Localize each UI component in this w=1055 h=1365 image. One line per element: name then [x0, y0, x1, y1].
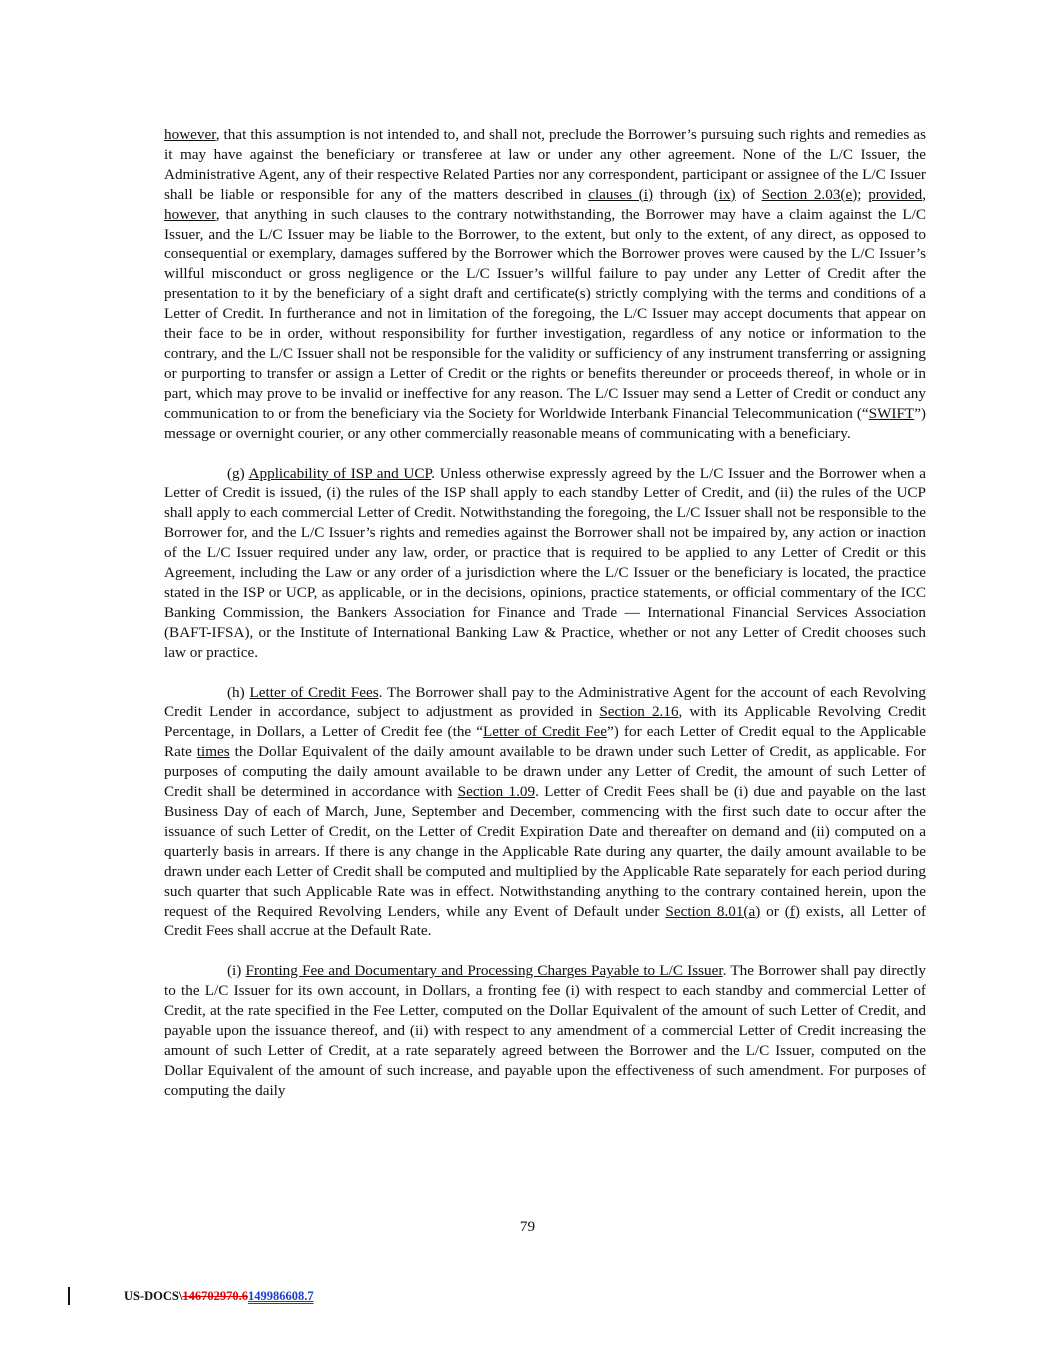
- cross-reference: (f): [784, 902, 800, 920]
- clause-label: (g): [227, 464, 249, 482]
- paragraph-f-continued: [164, 125, 926, 444]
- underlined-term: times: [196, 743, 230, 761]
- section-heading: Fronting Fee and Documentary and Processing Charges Payable to L/C Issuer: [245, 962, 723, 980]
- body-text: . Letter of Credit Fees shall be (i) due and payable on the last Business Day of each of March, June, September and December, commencing with the first such date to occur after the issuance of such Letter of Credit, on the Letter of Credit Expiration Date and thereafter on demand and (ii) computed on a quarterly basis in arrears. If there is any change in the Applicable Rate during any quarter, the daily amount available to be drawn under each Letter of Credit shall be computed and multiplied by the Applicable Rate separately for each period during such quarter that such Applicable Rate was in effect. Notwithstanding anything to the contrary contained herein, upon the request of the Required Revolving Lenders, while any Event of Default under: [164, 783, 926, 920]
- paragraph-i: [164, 961, 926, 1100]
- deleted-doc-id: 146702970.6: [182, 1289, 248, 1303]
- body-text: , with its Applicable Revolving Credit Percentage, in Dollars, a Letter of Credit fee (the “: [164, 703, 926, 741]
- cross-reference: Section 1.09: [457, 783, 536, 801]
- body-text: of: [735, 185, 762, 203]
- paragraph-g: [164, 464, 926, 663]
- defined-term: Letter of Credit Fee: [482, 723, 608, 741]
- body-text: , that this assumption is not intended to, and shall not, preclude the Borrower’s pursuing such rights and remedies as it may have against the beneficiary or transferee at law or under any other agreement. None of the L/C Issuer, the Administrative Agent, any of their respective Related Parties nor any correspondent, participant or assignee of the L/C Issuer shall be liable or responsible for any of the matters described in: [164, 126, 926, 203]
- section-heading: Applicability of ISP and UCP: [248, 464, 432, 482]
- body-text: ”) message or overnight courier, or any other commercially reasonable means of communicating with a beneficiary.: [164, 404, 926, 442]
- change-bar: [68, 1287, 70, 1305]
- body-text: ,: [922, 185, 926, 203]
- cross-reference: Section 8.01(a): [665, 902, 761, 920]
- underlined-term: however: [164, 205, 216, 223]
- body-text: through: [653, 185, 714, 203]
- body-text: ”) for each Letter of Credit equal to the Applicable Rate: [164, 723, 927, 761]
- body-text: exists, all Letter of Credit Fees shall accrue at the Default Rate.: [164, 902, 926, 940]
- clause-label: (h): [227, 683, 250, 701]
- page-number: 79: [519, 1218, 536, 1235]
- cross-reference: (ix): [713, 185, 736, 203]
- body-text: . The Borrower shall pay directly to the L/C Issuer for its own account, in Dollars, a fronting fee (i) with respect to each standby and commercial Letter of Credit, at the rate specified in the Fee Letter, computed on the Dollar Equivalent of the amount of such Letter of Credit, and payable upon the issuance thereof, and (ii) with respect to any amendment of a commercial Letter of Credit increasing the amount of such Letter of Credit, at a rate separately agreed between the Borrower and the L/C Issuer, computed on the Dollar Equivalent of the amount of such increase, and payable upon the effectiveness of such amendment. For purposes of computing the daily: [164, 962, 926, 1099]
- cross-reference: Section 2.16: [599, 703, 679, 721]
- body-text: . The Borrower shall pay to the Administrative Agent for the account of each Revolving Credit Lender in accordance, subject to adjustment as provided in: [164, 683, 926, 721]
- body-text: ;: [857, 185, 869, 203]
- document-id-footer: [124, 1289, 314, 1304]
- doc-id-prefix: US-DOCS\: [124, 1289, 183, 1303]
- body-text: , that anything in such clauses to the contrary notwithstanding, the Borrower may have a claim against the L/C Issuer, and the L/C Issuer may be liable to the Borrower, to the extent, but only to the extent, of any direct, as opposed to consequential or exemplary, damages suffered by the Borrower which the Borrower proves were caused by the L/C Issuer’s willful misconduct or gross negligence or the L/C Issuer’s willful failure to pay under any Letter of Credit after the presentation to it by the beneficiary of a sight draft and certificate(s) strictly complying with the terms and conditions of a Letter of Credit. In furtherance and not in limitation of the foregoing, the L/C Issuer may accept documents that appear on their face to be in order, without responsibility for further investigation, regardless of any notice or information to the contrary, and the L/C Issuer shall not be responsible for the validity or sufficiency of any instrument transferring or assigning or purporting to transfer or assign a Letter of Credit or the rights or benefits thereunder or proceeds thereof, in whole or in part, which may prove to be invalid or ineffective for any reason. The L/C Issuer may send a Letter of Credit or conduct any communication to or from the beneficiary via the Society for Worldwide Interbank Financial Telecommunication (“: [164, 205, 926, 422]
- document-body: [164, 125, 926, 1121]
- inserted-doc-id: 149986608.7: [247, 1289, 314, 1303]
- cross-reference: Section 2.03(e): [761, 185, 858, 203]
- body-text: or: [760, 902, 785, 920]
- underlined-term: provided: [868, 185, 923, 203]
- underlined-term: however: [164, 126, 216, 143]
- body-text: the Dollar Equivalent of the daily amount available to be drawn under such Letter of Credit, as applicable. For purposes of computing the daily amount available to be drawn under any Letter of Credit, the amount of such Letter of Credit shall be determined in accordance with: [164, 743, 926, 801]
- paragraph-h: [164, 683, 926, 942]
- defined-term: SWIFT: [868, 404, 915, 422]
- section-heading: Letter of Credit Fees: [249, 683, 379, 701]
- body-text: . Unless otherwise expressly agreed by the L/C Issuer and the Borrower when a Letter of Credit is issued, (i) the rules of the ISP shall apply to each standby Letter of Credit, and (ii) the rules of the UCP shall apply to each commercial Letter of Credit. Notwithstanding the foregoing, the L/C Issuer shall not be responsible to the Borrower for, and the L/C Issuer’s rights and remedies against the Borrower shall not be impaired by, any action or inaction of the L/C Issuer required under any law, order, or practice that is required to be applied to any Letter of Credit or this Agreement, including the Law or any order of a jurisdiction where the L/C Issuer or the beneficiary is located, the practice stated in the ISP or UCP, as applicable, or in the decisions, opinions, practice statements, or official commentary of the ICC Banking Commission, the Bankers Association for Finance and Trade — International Financial Services Association (BAFT-IFSA), or the Institute of International Banking Law & Practice, whether or not any Letter of Credit chooses such law or practice.: [164, 464, 926, 661]
- clause-label: (i): [227, 962, 246, 980]
- cross-reference: clauses (i): [588, 185, 654, 203]
